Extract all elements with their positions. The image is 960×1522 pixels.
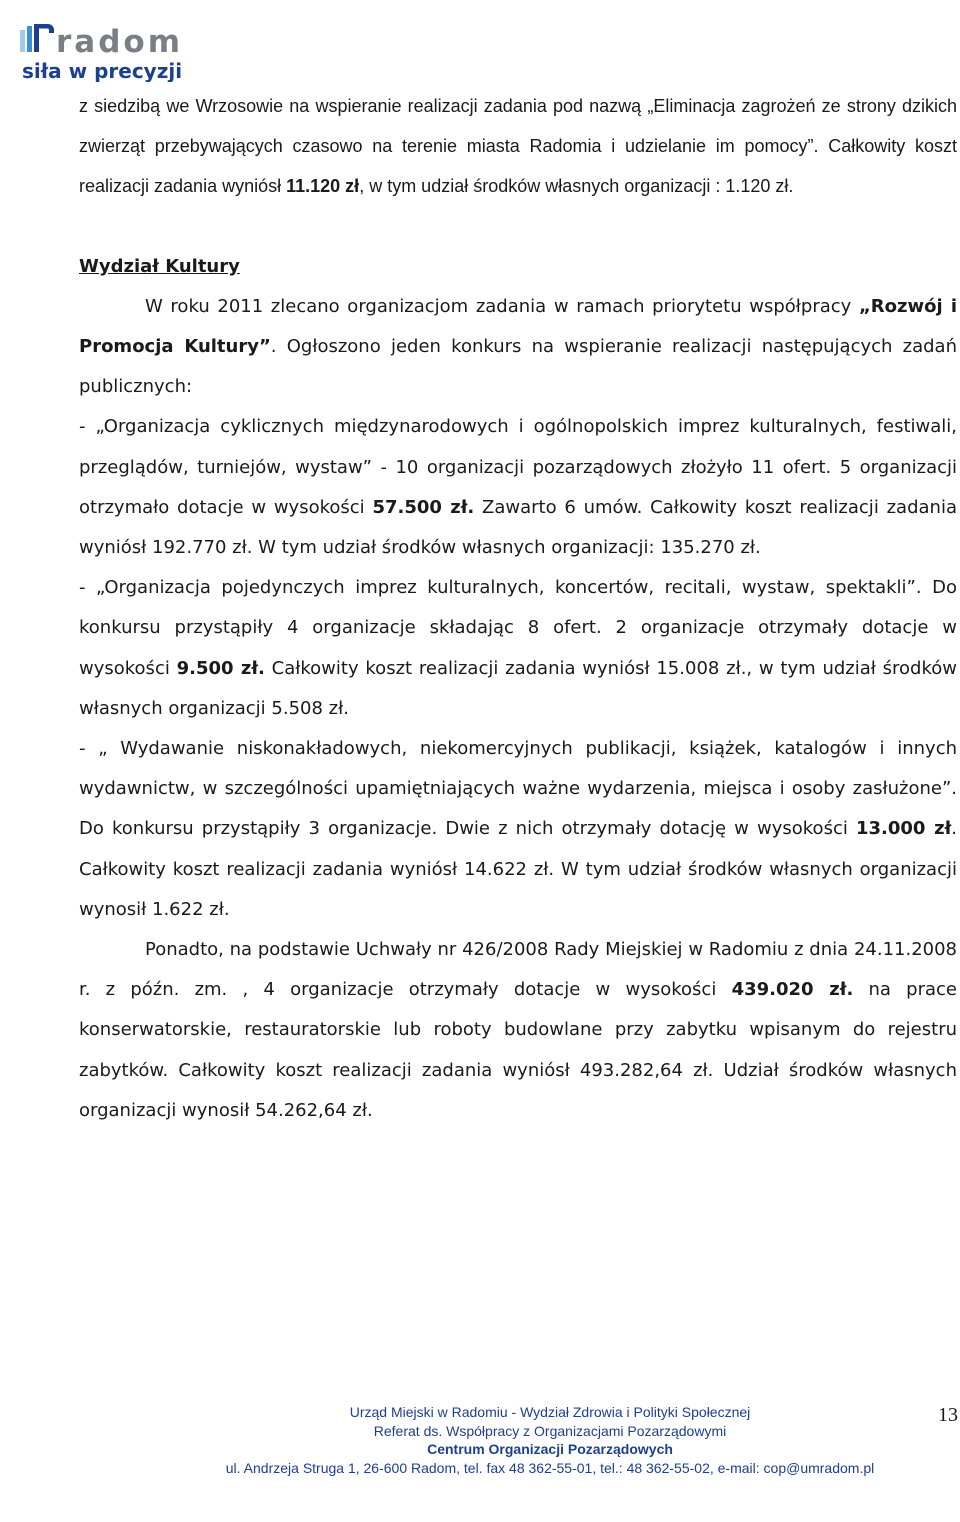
intro-paragraph — [79, 86, 957, 207]
priority-text-1: W roku 2011 zlecano organizacjom zadania w ramach priorytetu współpracy — [145, 295, 859, 317]
task-item-1 — [79, 407, 957, 568]
radom-logo-graphic — [20, 16, 220, 82]
logo-wordmark: radom — [56, 24, 183, 60]
priority-name: „Rozwój i Promocja Kultury” — [79, 295, 957, 358]
document-body — [79, 86, 957, 1131]
monuments-text-2: na prace konserwatorskie, restauratorskie lub roboty budowlane przy zabytku wpisanym do rejestru zabytków. Całkowity koszt realizacji zadania wyniósł 493.282,64 zł. Udział środków własnych organizacji wynosił 54.262,64 zł. — [79, 979, 958, 1121]
monuments-text-1: Ponadto, na podstawie Uchwały nr 426/2008 Rady Miejskiej w Radomiu z dnia 24.11.2008 r. z późn. zm. , 4 organizacje otrzymały dotacje w wysokości — [79, 939, 957, 1001]
radom-logo — [20, 16, 220, 82]
monuments-paragraph — [79, 930, 957, 1131]
task-2-text-2: Całkowity koszt realizacji zadania wyniósł 15.008 zł., w tym udział środków własnych organizacji 5.508 zł. — [79, 657, 957, 719]
task-3-amount: 13.000 zł — [855, 818, 952, 840]
task-1-text-2: Zawarto 6 umów. Całkowity koszt realizacji zadania wyniósł 192.770 zł. W tym udział środków własnych organizacji: 135.270 zł. — [79, 496, 957, 559]
logo-stripe-light — [20, 30, 25, 52]
task-item-3 — [79, 729, 957, 930]
intro-cost: 11.120 zł — [286, 176, 360, 197]
footer-office: Urząd Miejski w Radomiu - Wydział Zdrowia i Polityki Społecznej — [349, 1404, 751, 1420]
monuments-amount: 439.020 zł. — [731, 979, 854, 1001]
task-item-2 — [79, 568, 957, 729]
logo-stripe-mid — [27, 26, 32, 52]
page-footer — [190, 1403, 910, 1477]
intro-text-1: z siedzibą we Wrzosowie na wspieranie realizacji zadania pod nazwą „Eliminacja zagrożeń ze strony dzikich zwierząt przebywających czasowo na terenie miasta Radomia i udzielanie im pomocy”. Całkowity koszt realizacji zadania wyniósł — [79, 96, 957, 197]
task-2-text-1: - „Organizacja pojedynczych imprez kulturalnych, koncertów, recitali, wystaw, spektakli”. Do konkursu przystąpiły 4 organizacje składając 8 ofert. 2 organizacje otrzymały dotacje w wysokości — [79, 577, 957, 679]
logo-tagline: siła w precyzji — [22, 59, 183, 82]
task-3-text-2: . Całkowity koszt realizacji zadania wyniósł 14.622 zł. W tym udział środków własnych organizacji wynosił 1.622 zł. — [79, 818, 957, 920]
page-number: 13 — [938, 1404, 958, 1426]
priority-text-2: . Ogłoszono jeden konkurs na wspieranie realizacji następujących zadań publicznych: — [79, 336, 957, 398]
task-1-text-1: - „Organizacja cyklicznych międzynarodowych i ogólnopolskich imprez kulturalnych, festiwali, przeglądów, turniejów, wystaw” - 10 organizacji pozarządowych złożyło 11 ofert. 5 organizacji otrzymało dotacje w wysokości — [79, 416, 957, 518]
task-3-text-1: - „ Wydawanie niskonakładowych, niekomercyjnych publikacji, książek, katalogów i innych wydawnictw, w szczególności upamiętniających ważne wydarzenia, miejsca i osoby zasłużone”. Do konkursu przystąpiły 3 organizacje. Dwie z nich otrzymały dotację w wysokości — [79, 738, 957, 840]
footer-department: Referat ds. Współpracy z Organizacjami Pozarządowymi — [373, 1422, 727, 1439]
task-2-amount: 9.500 zł. — [176, 657, 265, 679]
priority-paragraph — [79, 287, 957, 408]
intro-text-2: , w tym udział środków własnych organizacji : 1.120 zł. — [359, 176, 794, 197]
footer-centre: Centrum Organizacji Pozarządowych — [427, 1441, 673, 1457]
section-title: Wydział Kultury — [79, 255, 240, 277]
footer-address: ul. Andrzeja Struga 1, 26-600 Radom, tel. fax 48 362-55-01, tel.: 48 362-55-02, e-mail: cop@umradom.pl — [225, 1459, 875, 1476]
task-1-amount: 57.500 zł. — [372, 496, 475, 518]
